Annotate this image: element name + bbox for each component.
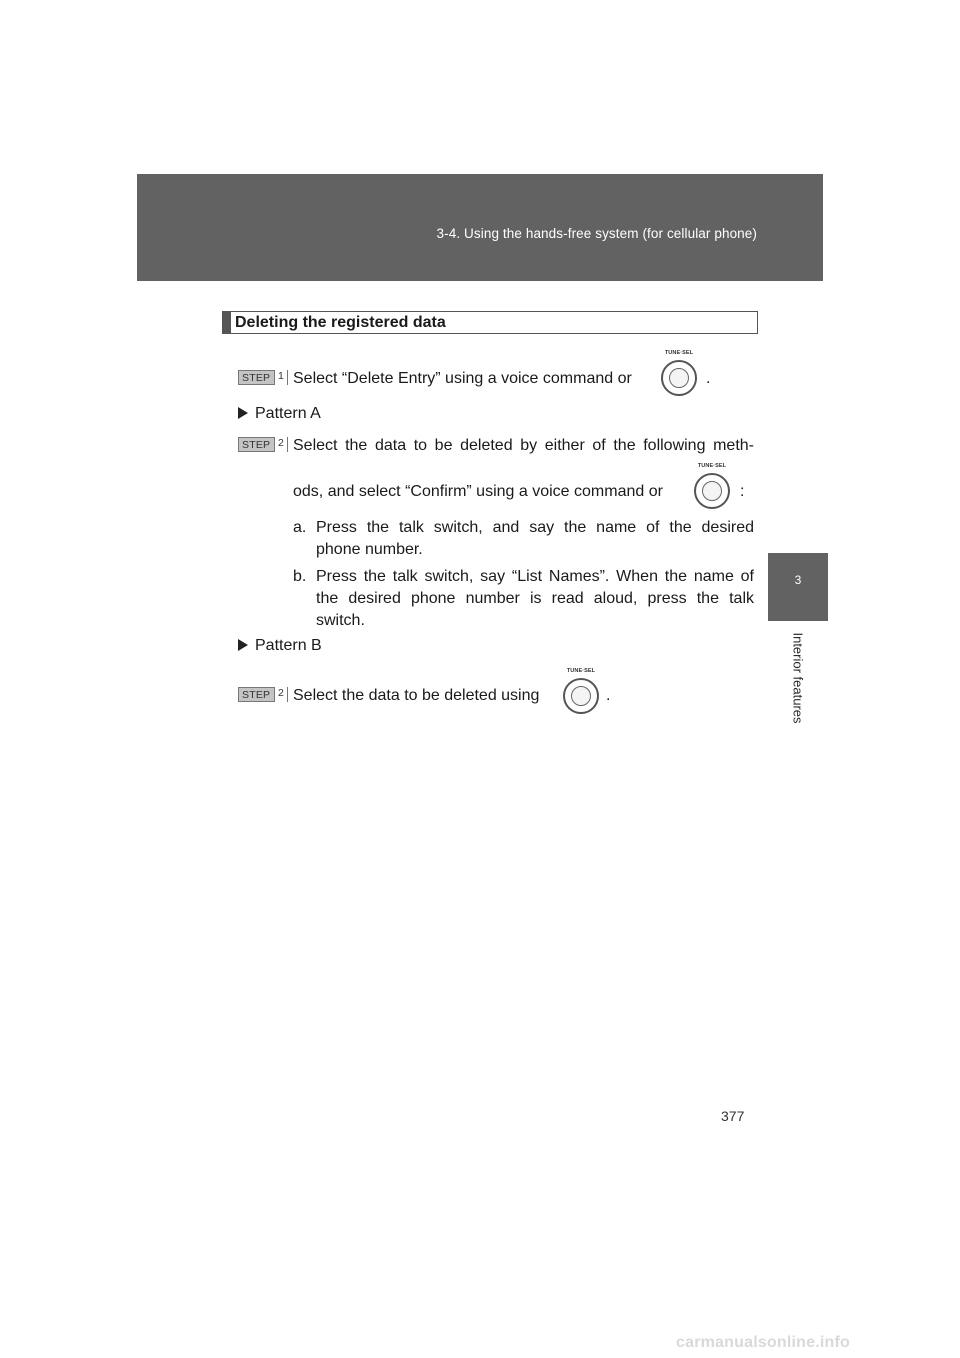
tune-sel-knob-icon <box>691 463 733 515</box>
list-item-b-marker: b. <box>293 568 307 585</box>
chapter-side-label: Interior features <box>790 632 806 724</box>
pattern-a-label: Pattern A <box>255 405 321 422</box>
step-badge-label: STEP <box>242 371 271 384</box>
list-item-b-line2: the desired phone number is read aloud, press the talk <box>316 590 754 607</box>
tune-sel-knob-icon <box>560 668 602 720</box>
list-item-a-marker: a. <box>293 519 307 536</box>
triangle-bullet-icon <box>238 407 248 419</box>
knob-label: TUNE·SEL <box>664 350 694 356</box>
triangle-bullet-icon <box>238 639 248 651</box>
step-badge-number: 2 <box>274 437 287 452</box>
pattern-a-heading <box>238 405 321 423</box>
section-heading <box>222 311 758 334</box>
chapter-tab-number: 3 <box>794 573 802 587</box>
knob-ring <box>563 678 599 714</box>
watermark: carmanualsonline.info <box>676 1334 851 1351</box>
chapter-tab <box>768 553 828 621</box>
step-2b-period: . <box>606 687 611 704</box>
chapter-title: 3-4. Using the hands-free system (for cellular phone) <box>436 226 757 241</box>
step-1-text: Select “Delete Entry” using a voice command or <box>293 370 632 387</box>
tune-sel-knob-icon <box>658 350 700 402</box>
list-item-b-line3: switch. <box>316 612 365 629</box>
step-2a-text-line1: Select the data to be deleted by either of the following meth- <box>293 437 754 454</box>
step-1-badge <box>238 370 288 385</box>
knob-ring <box>661 360 697 396</box>
knob-ring <box>694 473 730 509</box>
step-badge-number: 1 <box>274 370 287 385</box>
step-2a-badge <box>238 437 288 452</box>
step-2a-colon: : <box>740 483 745 500</box>
knob-inner <box>571 686 591 706</box>
knob-label: TUNE·SEL <box>697 463 727 469</box>
list-item-a-line2: phone number. <box>316 541 423 558</box>
step-2b-badge <box>238 687 288 702</box>
list-item-a-line1: Press the talk switch, and say the name of the desired <box>316 519 754 536</box>
page-number: 377 <box>721 1108 745 1124</box>
list-item-b-line1: Press the talk switch, say “List Names”. When the name of <box>316 568 754 585</box>
section-title: Deleting the registered data <box>235 314 446 331</box>
knob-inner <box>669 368 689 388</box>
step-2a-text-line2: ods, and select “Confirm” using a voice command or <box>293 483 663 500</box>
step-2b-text: Select the data to be deleted using <box>293 687 540 704</box>
step-badge-label: STEP <box>242 688 271 701</box>
step-badge-label: STEP <box>242 438 271 451</box>
knob-label: TUNE·SEL <box>566 668 596 674</box>
pattern-b-heading <box>238 637 322 655</box>
knob-inner <box>702 481 722 501</box>
chapter-header <box>137 174 823 281</box>
pattern-b-label: Pattern B <box>255 637 322 654</box>
step-badge-number: 2 <box>274 687 287 702</box>
section-heading-bar <box>223 312 231 333</box>
step-1-period: . <box>706 370 711 387</box>
